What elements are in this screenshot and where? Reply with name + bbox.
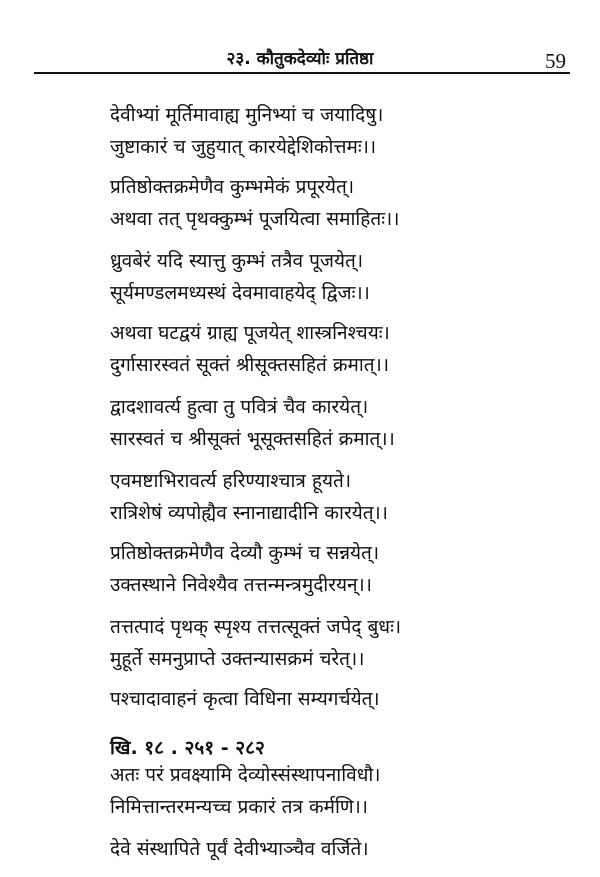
verse-line: निमित्तान्तरमन्यच्च प्रकारं तत्र कर्मणि।।	[110, 796, 369, 818]
verse-block	[110, 686, 380, 718]
verse-line: सारस्वतं च श्रीसूक्तं भूसूक्तसहितं क्रमात्।।	[110, 428, 395, 450]
section-reference: खि. १८ . २५१ - २८२	[110, 737, 265, 759]
verse-line: दुर्गासारस्वतं सूक्तं श्रीसूक्तसहितं क्रमात्।।	[110, 354, 390, 376]
verse-line: प्रतिष्ठोक्तक्रमेणैव कुम्भमेकं प्रपूरयेत्।	[110, 176, 355, 198]
verse-line: देवीभ्यां मूर्तिमावाह्य मुनिभ्यां च जयादिषु।	[110, 104, 384, 126]
verse-block	[110, 468, 388, 532]
verse-line: अथवा तत् पृथक्कुम्भं पूजयित्वा समाहितः।।	[110, 208, 400, 230]
verse-line: रात्रिशेषं व्यपोह्यैव स्नानाद्यादीनि कारयेत्।।	[110, 502, 388, 524]
verse-line: प्रतिष्ठोक्तक्रमेणैव देव्यौ कुम्भं च सन्नयेत्।	[110, 542, 380, 564]
verse-line: मुहूर्ते समनुप्राप्ते उक्तन्यासक्रमं चरेत्।।	[110, 648, 365, 670]
verse-line: देवे संस्थापिते पूर्वं देवीभ्याञ्चैव वर्जिते।	[110, 838, 369, 860]
verse-line: अथवा घटद्वयं ग्राह्य पूजयेत् शास्त्रनिश्चयः।	[110, 322, 390, 344]
verse-line: एवमष्टाभिरावर्त्य हरिण्याश्चात्र हूयते।	[110, 470, 352, 492]
verse-block	[110, 762, 381, 826]
verse-block	[110, 174, 399, 238]
verse-line: उक्तस्थाने निवेश्यैव तत्तन्मन्त्रमुदीरयन्।।	[110, 574, 372, 596]
verse-block	[110, 102, 383, 166]
verse-line: द्वादशावर्त्य हुत्वा तु पवित्रं चैव कारयेत्।	[110, 396, 369, 418]
verse-line: तत्तत्पादं पृथक् स्पृश्य तत्तत्सूक्तं जपेद् बुधः।	[110, 616, 402, 638]
verse-block	[110, 320, 390, 384]
verse-block	[110, 540, 379, 604]
verse-block	[110, 248, 370, 312]
verse-line: अतः परं प्रवक्ष्यामि देव्योस्संस्थापनाविधौ।	[110, 764, 381, 786]
verse-line: ध्रुवबेरं यदि स्यात्तु कुम्भं तत्रैव पूजयेत्।	[110, 250, 364, 272]
verse-line: सूर्यमण्डलमध्यस्थं देवमावाहयेद् द्विजः।।	[110, 282, 370, 304]
verse-block	[110, 836, 369, 868]
page-number: 59	[545, 49, 566, 73]
verse-line: पश्चादावाहनं कृत्वा विधिना सम्यगर्चयेत्।	[110, 688, 380, 710]
verse-line: जुष्टाकारं च जुहुयात् कारयेद्देशिकोत्तमः।।	[110, 136, 377, 158]
verse-block	[110, 394, 395, 458]
running-header-title: २३. कौतुकदेव्योः प्रतिष्ठा	[226, 49, 374, 69]
header-divider	[34, 72, 570, 74]
verse-block	[110, 614, 401, 678]
